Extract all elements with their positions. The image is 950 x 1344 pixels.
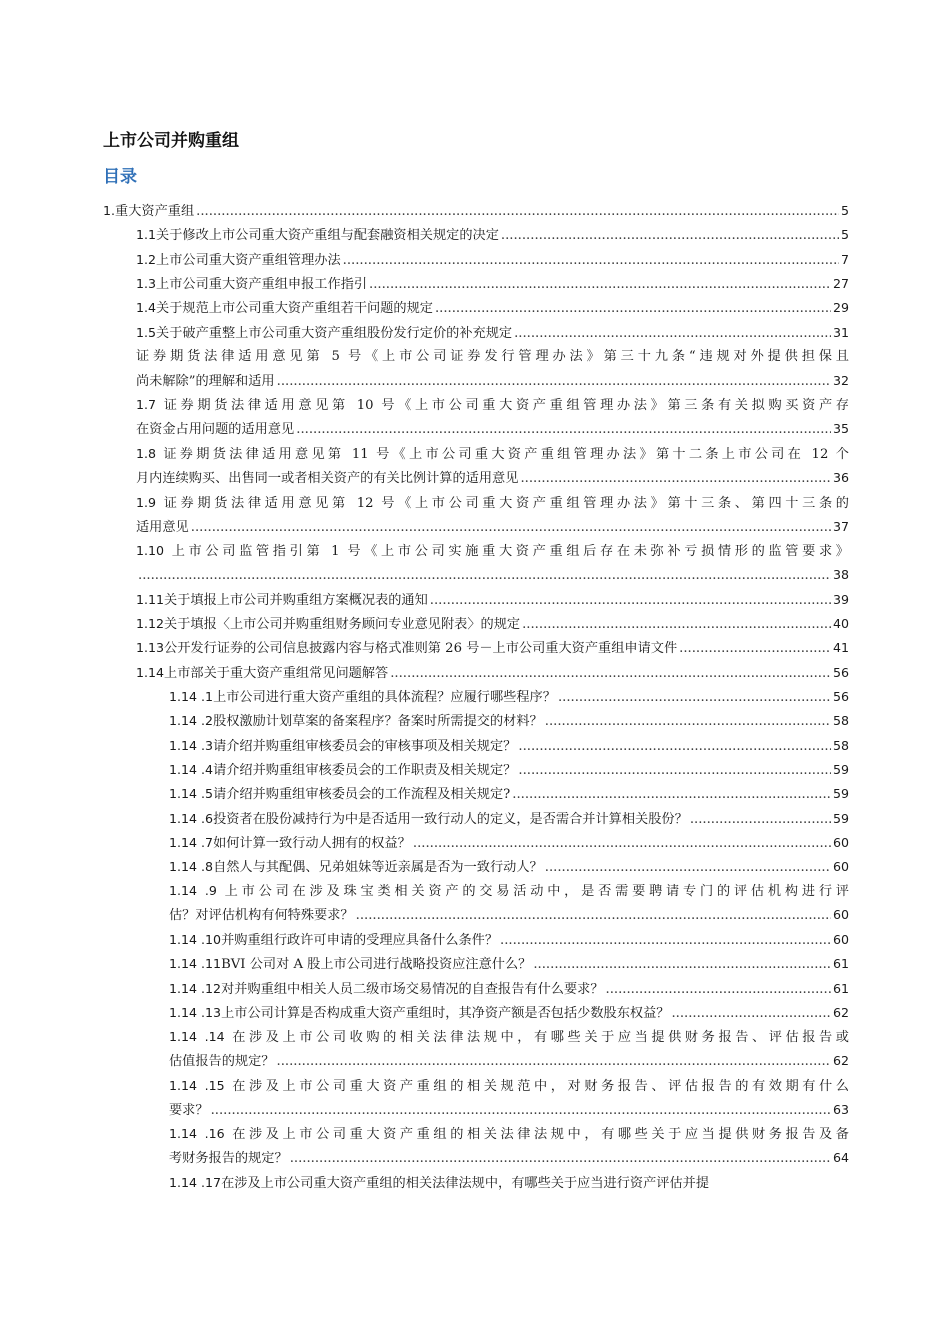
toc-entry-number: 1.5 — [136, 324, 157, 340]
toc-dot-leader — [545, 856, 831, 880]
toc-entry-number: 1.14 .7 — [169, 834, 214, 850]
toc-dot-leader — [277, 1050, 831, 1074]
toc-entry-number: 1.14 .15 — [169, 1077, 233, 1093]
toc-entry-number: 1.14 .1 — [169, 689, 214, 704]
toc-page-number: 39 — [832, 591, 849, 607]
toc-entry-number: 1.14 .12 — [169, 980, 222, 996]
toc-entry[interactable] — [169, 1025, 849, 1073]
toc-entry-title: 适用意见 — [136, 519, 189, 535]
toc-page-number: 35 — [832, 421, 849, 437]
toc-entry[interactable] — [169, 807, 849, 831]
toc-entry-title: 证券期货法律适用意见第 5 号《上市公司证券发行管理办法》第三十九条“违规对外提供担保且 — [136, 348, 849, 364]
toc-dot-leader — [518, 759, 831, 783]
toc-dot-leader — [558, 686, 831, 710]
toc-page-number: 58 — [832, 737, 849, 753]
toc-entry-number: 1.11 — [136, 591, 165, 607]
toc-entry-number: 1.2 — [136, 251, 157, 267]
toc-entry-title: 上市公司进行重大资产重组的具体流程？应履行哪些程序？ — [213, 690, 556, 705]
toc-dot-leader — [296, 418, 831, 442]
toc-entry-number: 1.12 — [136, 616, 165, 632]
toc-entry-title: 如何计算一致行动人拥有的权益？ — [213, 835, 411, 851]
toc-page-number: 32 — [832, 372, 849, 388]
toc-dot-leader — [514, 322, 831, 346]
toc-page-number: 62 — [832, 1053, 849, 1069]
toc-entry-number: 1.14 .14 — [169, 1029, 233, 1045]
toc-entry[interactable] — [103, 199, 849, 223]
toc-entry[interactable] — [169, 1171, 849, 1195]
toc-entry-title: 要求？ — [169, 1102, 209, 1118]
toc-entry-title: 在涉及上市公司重大资产重组的相关法律法规中，有哪些关于应当进行资产评估并提 — [221, 1176, 710, 1191]
toc-page-number: 62 — [832, 1004, 849, 1020]
toc-entry-title: 并购重组行政许可申请的受理应具备什么条件？ — [221, 933, 499, 948]
toc-dot-leader — [413, 832, 831, 856]
toc-dot-leader — [356, 904, 831, 928]
toc-entry[interactable] — [169, 685, 849, 709]
toc-entry-number: 1.14 .8 — [169, 859, 214, 875]
toc-entry-title: 股权激励计划草案的备案程序？备案时所需提交的材料？ — [213, 714, 543, 730]
toc-dot-leader — [679, 637, 831, 661]
toc-heading: 目录 — [103, 167, 137, 187]
toc-entry[interactable] — [169, 1001, 849, 1025]
toc-dot-leader — [369, 273, 831, 297]
toc-entry-title: 在资金占用问题的适用意见 — [136, 422, 295, 438]
toc-entry-number: 1.14 .17 — [169, 1175, 222, 1190]
toc-page-number: 61 — [832, 980, 849, 996]
toc-dot-leader — [430, 589, 831, 613]
toc-entry-title: 关于破产重整上市公司重大资产重组股份发行定价的补充规定 — [156, 325, 513, 341]
toc-entry-title: 自然人与其配偶、兄弟姐妹等近亲属是否为一致行动人？ — [213, 860, 543, 876]
toc-entry-title: 上市公司重大资产重组申报工作指引 — [156, 276, 368, 292]
toc-entry-title: 关于填报〈上市公司并购重组财务顾问专业意见附表〉的规定 — [164, 617, 521, 633]
toc-entry-number: 1.14 .13 — [169, 1004, 222, 1020]
toc-dot-leader — [606, 978, 831, 1002]
toc-dot-leader — [500, 929, 831, 953]
toc-entry-number: 1.14 .10 — [169, 932, 222, 947]
toc-entry-title: 考财务报告的规定？ — [169, 1151, 288, 1167]
toc-entry-title: 估？对评估机构有何特殊要求？ — [169, 908, 354, 924]
toc-entry-number: 1.7 — [136, 397, 164, 413]
toc-page-number: 38 — [832, 567, 849, 583]
toc-dot-leader — [512, 783, 831, 807]
toc-page-number: 63 — [832, 1101, 849, 1117]
toc-entry[interactable] — [169, 1122, 849, 1170]
toc-page-number: 60 — [832, 932, 849, 947]
toc-entry-title: 证券期货法律适用意见第 11 号《上市公司重大资产重组管理办法》第十二条上市公司在 12 个 — [163, 447, 849, 462]
toc-entry-title: 关于修改上市公司重大资产重组与配套融资相关规定的决定 — [156, 228, 499, 244]
toc-dot-leader — [290, 1147, 831, 1171]
toc-entry[interactable] — [136, 636, 849, 660]
toc-page-number: 60 — [832, 859, 849, 875]
toc-page-number: 31 — [832, 324, 849, 340]
toc-dot-leader — [435, 297, 831, 321]
toc-entry[interactable] — [136, 223, 849, 247]
toc-dot-leader — [211, 1099, 831, 1123]
toc-page-number: 58 — [832, 713, 849, 729]
toc-entry[interactable] — [169, 758, 849, 782]
toc-page-number: 56 — [832, 689, 849, 704]
toc-entry-title: 证券期货法律适用意见第 10 号《上市公司重大资产重组管理办法》第三条有关拟购买资产存 — [163, 398, 849, 414]
toc-entry[interactable] — [136, 612, 849, 636]
toc-entry-number: 1.14 .9 — [169, 883, 225, 899]
toc-entry-title: 月内连续购买、出售同一或者相关资产的有关比例计算的适用意见 — [136, 471, 519, 486]
toc-page-number: 7 — [840, 251, 849, 267]
toc-dot-leader — [196, 200, 839, 224]
toc-entry[interactable] — [169, 977, 849, 1001]
document-title: 上市公司并购重组 — [103, 131, 239, 151]
toc-entry-number: 1.9 — [136, 494, 164, 510]
toc-entry-number: 1.14 .11 — [169, 956, 222, 972]
toc-entry[interactable] — [169, 952, 849, 976]
toc-entry-title: 在涉及上市公司重大资产重组的相关法律法规中，有哪些关于应当提供财务报告及备 — [232, 1127, 849, 1143]
toc-entry-title: 请介绍并购重组审核委员会的工作流程及相关规定? — [213, 787, 511, 803]
toc-entry[interactable] — [136, 491, 849, 539]
toc-page-number: 59 — [832, 761, 849, 777]
toc-entry-number: 1.10 — [136, 543, 172, 559]
toc-entry-title: 上市公司重大资产重组管理办法 — [156, 252, 341, 268]
toc-entry-title: 尚未解除”的理解和适用 — [136, 373, 275, 389]
toc-page-number: 41 — [832, 640, 849, 656]
toc-entry[interactable] — [136, 248, 849, 272]
toc-entry-title: 估值报告的规定？ — [169, 1054, 275, 1070]
toc-entry[interactable] — [169, 1074, 849, 1122]
toc-entry[interactable] — [136, 393, 849, 441]
toc-entry[interactable] — [169, 831, 849, 855]
toc-entry-title: BVI 公司对 A 股上市公司进行战略投资应注意什么？ — [221, 957, 532, 973]
toc-entry-number: 1.14 .3 — [169, 737, 214, 753]
toc-entry-title: 证券期货法律适用意见第 12 号《上市公司重大资产重组管理办法》第十三条、第四十三条的 — [163, 495, 849, 511]
toc-dot-leader — [518, 735, 831, 759]
toc-entry-title: 公开发行证券的公司信息披露内容与格式准则第 26 号－上市公司重大资产重组申请文件 — [164, 641, 678, 657]
toc-entry-title: 对并购重组中相关人员二级市场交易情况的自查报告有什么要求？ — [221, 981, 604, 997]
toc-entry-title: 在涉及上市公司收购的相关法律法规中，有哪些关于应当提供财务报告、评估报告或 — [232, 1030, 849, 1046]
toc-entry-title: 请介绍并购重组审核委员会的工作职责及相关规定？ — [213, 762, 517, 778]
toc-entry-number: 1.14 .6 — [169, 810, 214, 826]
toc-entry[interactable] — [136, 588, 849, 612]
toc-dot-leader — [671, 1002, 831, 1026]
toc-page-number: 60 — [832, 907, 849, 923]
toc-entry[interactable] — [136, 272, 849, 296]
toc-dot-leader — [533, 953, 831, 977]
toc-entry-number: 1.14 .4 — [169, 761, 214, 777]
toc-entry-title: 关于填报上市公司并购重组方案概况表的通知 — [164, 592, 428, 608]
toc-entry-title: 请介绍并购重组审核委员会的审核事项及相关规定？ — [213, 738, 517, 754]
toc-entry-title: 在涉及上市公司重大资产重组的相关规范中，对财务报告、评估报告的有效期有什么 — [232, 1078, 849, 1094]
toc-entry-number: 1.14 .16 — [169, 1126, 233, 1142]
toc-dot-leader — [545, 710, 831, 734]
toc-entry-title: 上市公司监管指引第 1 号《上市公司实施重大资产重组后存在未弥补亏损情形的监管要求》 — [171, 544, 849, 560]
toc-dot-leader — [191, 516, 831, 540]
toc-entry[interactable] — [136, 296, 849, 320]
toc-entry-title: 上市公司在涉及珠宝类相关资产的交易活动中，是否需要聘请专门的评估机构进行评 — [224, 884, 849, 900]
toc-page-number: 27 — [832, 275, 849, 291]
toc-entry-title: 重大资产重组 — [115, 204, 195, 219]
toc-dot-leader — [390, 662, 831, 686]
toc-entry-title: 投资者在股份减持行为中是否适用一致行动人的定义，是否需合并计算相关股份？ — [213, 811, 688, 827]
toc-entry-title: 上市公司计算是否构成重大资产重组时，其净资产额是否包括少数股东权益？ — [221, 1005, 670, 1021]
toc-entry-number: 1.14 .5 — [169, 786, 214, 802]
toc-entry-title: 上市部关于重大资产重组常见问题解答 — [164, 665, 389, 681]
toc-page-number: 64 — [832, 1150, 849, 1166]
toc-entry-number: 1.8 — [136, 446, 164, 461]
toc-dot-leader — [138, 564, 831, 588]
toc-page-number: 60 — [832, 834, 849, 850]
toc-entry-number: 1.1 — [136, 227, 157, 243]
toc-page-number: 5 — [840, 227, 849, 243]
toc-entry[interactable] — [169, 928, 849, 952]
toc-entry-title: 关于规范上市公司重大资产重组若干问题的规定 — [156, 301, 433, 317]
toc-dot-leader — [277, 370, 831, 394]
toc-page-number: 29 — [832, 300, 849, 316]
toc-entry[interactable] — [169, 782, 849, 806]
toc-entry[interactable] — [169, 855, 849, 879]
toc-entry[interactable] — [136, 321, 849, 345]
toc-entry[interactable] — [136, 345, 849, 393]
toc-page-number: 59 — [832, 786, 849, 802]
toc-page-number: 56 — [832, 664, 849, 680]
toc-entry[interactable] — [169, 734, 849, 758]
toc-page-number: 5 — [840, 203, 849, 218]
toc-entry-number: 1.3 — [136, 275, 157, 291]
toc-page-number: 40 — [832, 616, 849, 632]
toc-entry[interactable] — [169, 879, 849, 927]
toc-entry-number: 1.13 — [136, 640, 165, 656]
toc-entry[interactable] — [136, 661, 849, 685]
toc-entry-number: 1.14 .2 — [169, 713, 214, 729]
toc-dot-leader — [501, 224, 839, 248]
toc-entry-number: 1. — [103, 203, 116, 218]
toc-page-number: 36 — [832, 470, 849, 485]
toc-dot-leader — [522, 613, 831, 637]
toc-entry-number: 1.14 — [136, 664, 165, 680]
toc-entry[interactable] — [136, 539, 849, 587]
toc-entry[interactable] — [136, 442, 849, 490]
toc-dot-leader — [343, 249, 839, 273]
toc-dot-leader — [520, 467, 831, 491]
toc-entry-number: 1.4 — [136, 300, 157, 316]
toc-page-number: 61 — [832, 956, 849, 972]
toc-page-number: 59 — [832, 810, 849, 826]
toc-entry[interactable] — [169, 709, 849, 733]
toc-page-number: 37 — [832, 518, 849, 534]
toc-dot-leader — [690, 808, 831, 832]
